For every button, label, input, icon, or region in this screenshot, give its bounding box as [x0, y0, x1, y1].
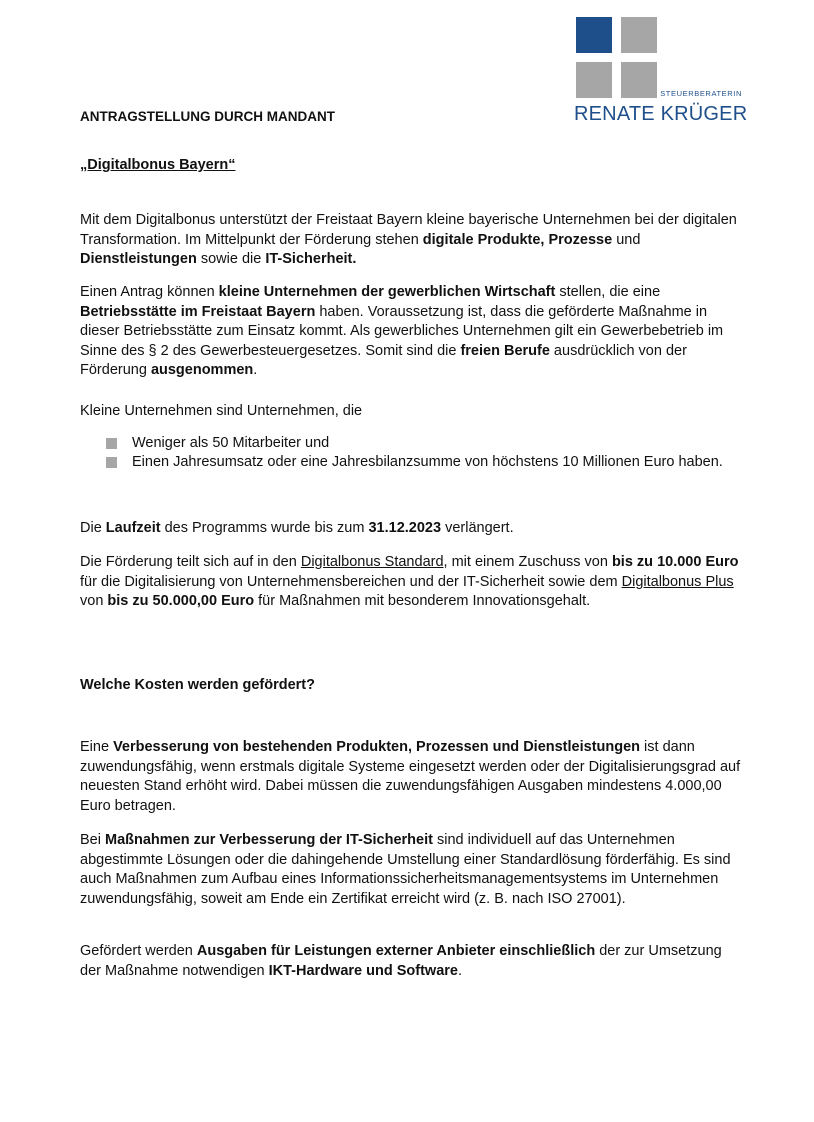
paragraph-duration: Die Laufzeit des Programms wurde bis zum 31.12.2023 verlängert.	[80, 520, 514, 536]
list-item: Einen Jahresumsatz oder eine Jahresbilanzsumme von höchstens 10 Millionen Euro haben.	[106, 453, 746, 472]
logo-name: RENATE KRÜGER	[574, 103, 748, 125]
list-item: Weniger als 50 Mitarbeiter und	[106, 434, 746, 453]
section-heading: Welche Kosten werden gefördert?	[80, 677, 315, 693]
paragraph-improvement: Eine Verbesserung von bestehenden Produkten, Prozessen und Dienstleistungen ist dann zuwendungsfähig, wenn erstmals digitale Systeme eingesetzt werden oder der Digitalisierungsgrad auf neuesten Stand erhöht wird. Dabei müssen die zuwendungsfähigen Ausgaben mindestens 4.000,00 Euro betragen.	[80, 739, 741, 814]
logo-square-gray	[576, 62, 612, 98]
paragraph-funding: Die Förderung teilt sich auf in den Digitalbonus Standard, mit einem Zuschuss von bis zu 10.000 Euro für die Digitalisierung von Unternehmensbereichen und der IT-Sicherheit sowie dem Digitalbonus Plus von bis zu 50.000,00 Euro für Maßnahmen mit besonderem Innovationsgehalt.	[80, 554, 739, 609]
paragraph-eligibility: Einen Antrag können kleine Unternehmen der gewerblichen Wirtschaft stellen, die eine Betriebsstätte im Freistaat Bayern haben. Voraussetzung ist, dass die geförderte Maßnahme in dieser Betriebsstätte zum Einsatz kommt. Als gewerbliches Unternehmen gilt ein Gewerbebetrieb im Sinne des § 2 des Gewerbesteuergesetzes. Somit sind die freien Berufe ausdrücklich von der Förderung ausgenommen.	[80, 284, 724, 378]
link-digitalbonus-plus[interactable]: Digitalbonus Plus	[621, 573, 734, 590]
logo-subtitle: STEUERBERATERIN	[660, 89, 742, 98]
paragraph-expenses: Gefördert werden Ausgaben für Leistungen externer Anbieter einschließlich der zur Umsetzung der Maßnahme notwendigen IKT-Hardware und Software.	[80, 943, 722, 979]
document-heading: ANTRAGSTELLUNG DURCH MANDANT	[80, 109, 335, 124]
paragraph-intro: Mit dem Digitalbonus unterstützt der Freistaat Bayern kleine bayerische Unternehmen bei der digitalen Transformation. Im Mittelpunkt der Förderung stehen digitale Produkte, Prozesse und Dienstleistungen sowie die IT-Sicherheit.	[80, 212, 737, 267]
logo-square-gray	[621, 17, 657, 53]
criteria-list	[106, 434, 746, 472]
document-subtitle: „Digitalbonus Bayern“	[80, 157, 236, 173]
square-bullet-icon	[106, 457, 117, 468]
paragraph-small-companies: Kleine Unternehmen sind Unternehmen, die	[80, 403, 363, 419]
square-bullet-icon	[106, 438, 117, 449]
paragraph-it-security: Bei Maßnahmen zur Verbesserung der IT-Sicherheit sind individuell auf das Unternehmen abgestimmte Lösungen oder die dahingehende Umstellung einer Standardlösung förderfähig. Es sind auch Maßnahmen zum Aufbau eines Informationssicherheitsmanagementsystems im Unternehmen zuwendungsfähig, soweit am Ende ein Zertifikat erreicht wird (z. B. nach ISO 27001).	[80, 832, 731, 907]
link-digitalbonus-standard[interactable]: Digitalbonus Standard	[300, 554, 444, 570]
logo-square-blue	[576, 17, 612, 53]
